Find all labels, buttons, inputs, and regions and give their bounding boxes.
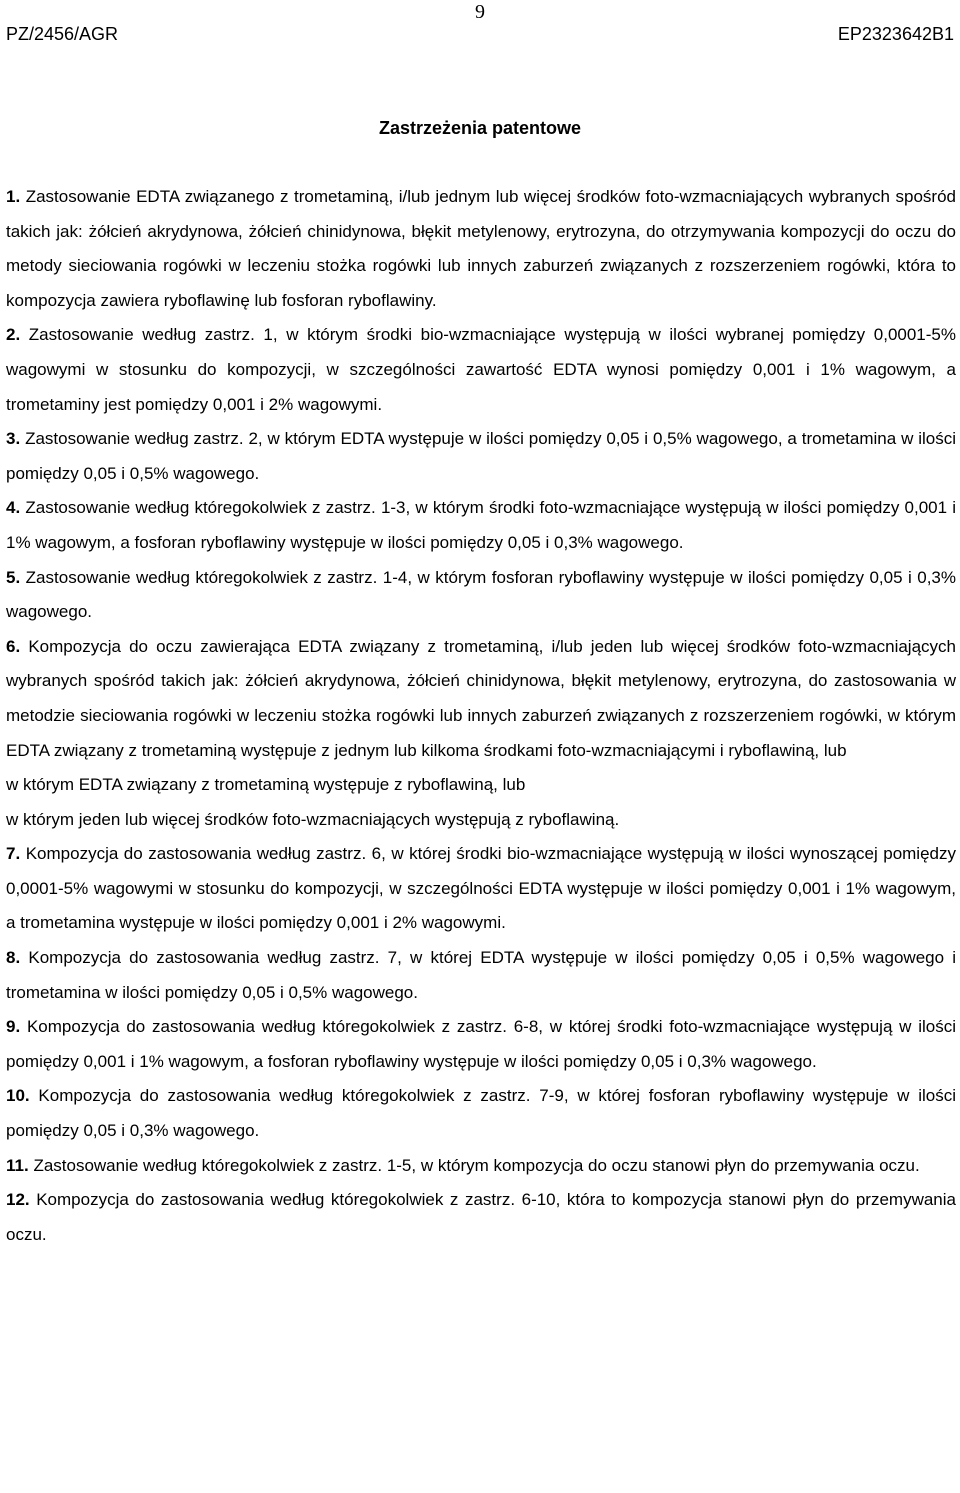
claim-7 xyxy=(6,837,956,941)
claim-number: 2. xyxy=(6,325,21,345)
claim-4 xyxy=(6,491,956,560)
application-number: PZ/2456/AGR xyxy=(6,24,119,44)
claim-number: 3. xyxy=(6,429,21,449)
claim-text: Zastosowanie według któregokolwiek z zastrz. 1-4, w którym fosforan ryboflawiny występuje w ilości pomiędzy 0,05 i 0,3% wagowego. xyxy=(6,567,957,622)
claim-number: 4. xyxy=(6,498,21,518)
page-number: 9 xyxy=(475,1,485,23)
document-header xyxy=(6,20,954,48)
claim-text: Zastosowanie według zastrz. 2, w którym EDTA występuje w ilości pomiędzy 0,05 i 0,5% wagowego, a trometamina w ilości pomiędzy 0,05 i 0,5% wagowego. xyxy=(6,429,956,483)
claim-6 xyxy=(6,630,956,838)
claim-1 xyxy=(6,180,956,318)
claim-text: Kompozycja do zastosowania według zastrz. 6, w której środki bio-wzmacniające występują w ilości wynoszącej pomiędzy 0,0001-5% wagowymi w stosunku do kompozycji, w szczególności EDTA występuje w ilości pomiędzy 0,001 i 1% wagowym, a trometamina występuje w ilości pomiędzy 0,001 i 2% wagowymi. xyxy=(6,844,956,933)
claim-text: Zastosowanie według któregokolwiek z zastrz. 1-3, w którym środki foto-wzmacniające występują w ilości pomiędzy 0,001 i 1% wagowym, a fosforan ryboflawiny występuje w ilości pomiędzy 0,05 i 0,3% wagowego. xyxy=(6,498,956,552)
claim-10 xyxy=(6,1079,956,1148)
claim-number: 1. xyxy=(6,187,21,206)
claim-number: 11. xyxy=(6,1155,29,1175)
claim-text: Kompozycja do zastosowania według któregokolwiek z zastrz. 7-9, w której fosforan ryboflawiny występuje w ilości pomiędzy 0,05 i 0,3% wagowego. xyxy=(6,1086,956,1141)
claim-text: Kompozycja do zastosowania według któregokolwiek z zastrz. 6-8, w której środki foto-wzmacniające występują w ilości pomiędzy 0,001 i 1% wagowym, a fosforan ryboflawiny występuje w ilości pomiędzy 0,05 i 0,3% wagowego. xyxy=(6,1017,957,1071)
claim-number: 5. xyxy=(6,567,21,587)
claim-8 xyxy=(6,941,956,1010)
claim-number: 6. xyxy=(6,636,21,656)
claim-12 xyxy=(6,1183,956,1252)
claim-text-line: w którym jeden lub więcej środków foto-wzmacniających występują z ryboflawiną. xyxy=(6,809,620,829)
claim-text: Kompozycja do zastosowania według zastrz. 7, w której EDTA występuje w ilości pomiędzy 0,05 i 0,5% wagowego i trometamina w ilości pomiędzy 0,05 i 0,5% wagowego. xyxy=(6,948,957,1002)
claim-text: Kompozycja do oczu zawierająca EDTA związany z trometaminą, i/lub jeden lub więcej środków foto-wzmacniających wybranych spośród takich jak: żółcień akrydynowa, żółcień chinidynowa, błękit metylenowy, erytrozyna, do zastosowania w metodzie sieciowania rogówki w leczeniu stożka rogówki lub innych zaburzeń związanych z rozszerzeniem rogówki, w którym EDTA związany z trometaminą występuje z jednym lub kilkoma środkami foto-wzmacniającymi i ryboflawiną, lub xyxy=(6,636,956,760)
claim-2 xyxy=(6,318,956,422)
claim-text-line: w którym EDTA związany z trometaminą występuje z ryboflawiną, lub xyxy=(6,775,526,795)
claim-5 xyxy=(6,561,956,630)
claim-number: 12. xyxy=(6,1190,30,1210)
patent-number: EP2323642B1 xyxy=(837,24,954,44)
claim-number: 8. xyxy=(6,948,21,968)
claim-number: 9. xyxy=(6,1017,21,1037)
claim-text: Zastosowanie EDTA związanego z trometaminą, i/lub jednym lub więcej środków foto-wzmacniających wybranych spośród takich jak: żółcień akrydynowa, żółcień chinidynowa, błękit metylenowy, erytrozyna, do otrzymywania kompozycji do oczu do metody sieciowania rogówki w leczeniu stożka rogówki lub innych zaburzeń związanych z rozszerzeniem rogówki, która to kompozycja zawiera ryboflawinę lub fosforan ryboflawiny. xyxy=(6,187,956,310)
claim-number: 10. xyxy=(6,1086,30,1106)
claim-text: Zastosowanie według któregokolwiek z zastrz. 1-5, w którym kompozycja do oczu stanowi płyn do przemywania oczu. xyxy=(33,1155,920,1175)
claim-9 xyxy=(6,1010,956,1079)
page-title: Zastrzeżenia patentowe xyxy=(378,118,582,138)
claim-11 xyxy=(6,1149,956,1184)
claim-text: Zastosowanie według zastrz. 1, w którym środki bio-wzmacniające występują w ilości wybranej pomiędzy 0,0001-5% wagowymi w stosunku do kompozycji, w szczególności zawartość EDTA wynosi pomiędzy 0,001 i 1% wagowym, a trometaminy jest pomiędzy 0,001 i 2% wagowymi. xyxy=(6,325,956,414)
claim-3 xyxy=(6,422,956,491)
claim-number: 7. xyxy=(6,844,21,864)
claim-text: Kompozycja do zastosowania według któregokolwiek z zastrz. 6-10, która to kompozycja stanowi płyn do przemywania oczu. xyxy=(6,1190,956,1244)
claims-list xyxy=(6,180,956,1252)
